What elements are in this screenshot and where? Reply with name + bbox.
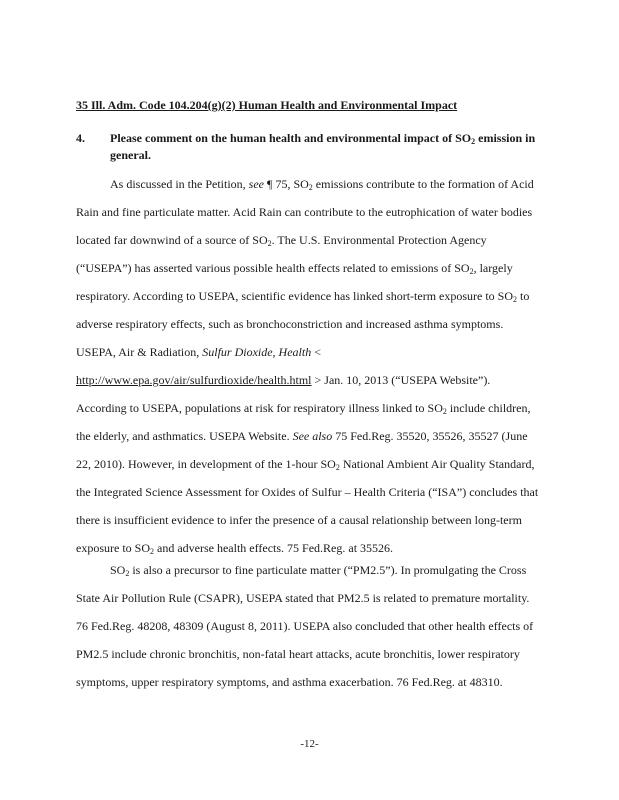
section-heading: 35 Ill. Adm. Code 104.204(g)(2) Human Health and Environmental Impact (76, 98, 458, 112)
text-run: > Jan. 10, 2013 (“USEPA Website”). According to USEPA, populations at risk for respiratory illness linked to SO (76, 373, 491, 415)
text-run: SO (110, 563, 126, 577)
text-run: As discussed in the Petition, (110, 177, 249, 191)
text-run: 75 Fed.Reg. 35520, 35526, 35527 (June 22, 2010). However, in development of the 1-hour SO (76, 429, 528, 471)
text-run: ¶ 75, SO (264, 177, 309, 191)
question-text (110, 130, 546, 164)
text-run-italic: See also (292, 429, 333, 443)
text-run: is also a precursor to fine particulate matter (“PM2.5”). In promulgating the Cross State Air Pollution Rule (CSAPR), USEPA stated that PM2.5 is related to premature mortality. 76 Fed.Reg. 48208, 48309 (August 8, 2011). USEPA also concluded that other health effects of PM2.5 include chronic bronchitis, non-fatal heart attacks, acute bronchitis, lower respiratory symptoms, upper respiratory symptoms, and asthma exacerbation. 76 Fed.Reg. at 48310. (76, 563, 534, 689)
subscript: 2 (267, 239, 272, 248)
text-run: . The U.S. Environmental Protection Agency (“USEPA”) has asserted various possible health effects related to emissions of SO (76, 233, 487, 275)
text-run: emissions contribute to the formation of Acid Rain and fine particulate matter. Acid Rain can contribute to the eutrophication of water bodies located far downwind of a source of SO (76, 177, 534, 247)
text-run-italic: see (248, 177, 264, 191)
paragraph-health-effects (76, 170, 542, 562)
question-text-part: emission in general. (110, 131, 536, 162)
page-number: -12- (300, 738, 319, 750)
text-run: include children, the elderly, and asthmatics. USEPA Website. (76, 401, 531, 443)
subscript: 2 (442, 407, 447, 416)
subscript: 2 (513, 295, 518, 304)
paragraph-pm25 (76, 556, 542, 696)
question-text-part: Please comment on the human health and environmental impact of SO (110, 131, 472, 145)
source-title-italic: Sulfur Dioxide, Health (202, 345, 312, 359)
subscript: 2 (335, 463, 340, 472)
epa-url-link[interactable]: http://www.epa.gov/air/sulfurdioxide/health.html (76, 373, 312, 387)
subscript: 2 (469, 267, 474, 276)
text-run: to adverse respiratory effects, such as bronchoconstriction and increased asthma symptoms. USEPA, Air & Radiation, (76, 289, 530, 359)
subscript: 2 (125, 569, 130, 578)
text-run: , largely respiratory. According to USEPA, scientific evidence has linked short-term exposure to SO (76, 261, 514, 303)
text-run: and adverse health effects. 75 Fed.Reg. at 35526. (154, 541, 394, 555)
question-block (76, 130, 546, 164)
subscript: 2 (150, 547, 154, 556)
text-run: < (311, 345, 321, 359)
question-subscript: 2 (471, 137, 476, 146)
question-number: 4. (76, 131, 85, 145)
text-run: National Ambient Air Quality Standard, the Integrated Science Assessment for Oxides of Sulfur – Health Criteria (“ISA”) concludes that there is insufficient evidence to infer the presence of a causal relationship between long-term exposure to SO (76, 457, 539, 555)
subscript: 2 (308, 183, 313, 192)
